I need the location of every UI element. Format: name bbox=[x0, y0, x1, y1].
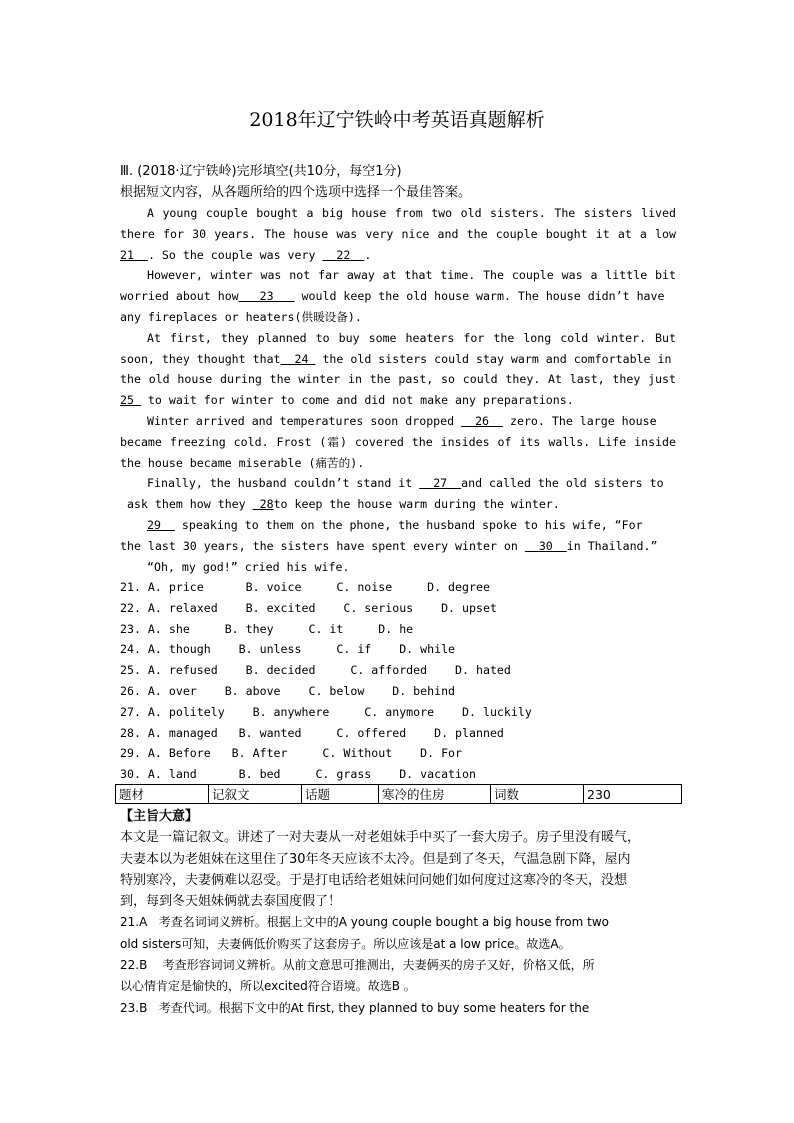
passage-line: At first, they planned to buy some heaters for the long cold winter. But bbox=[147, 330, 676, 345]
answer-22-line: 22.B 考查形容词词义辨析。从前文意思可推测出，夫妻俩买的房子又好，价格又低，所 bbox=[120, 958, 595, 973]
passage-line: there for 30 years. The house was very nice and the couple bought it at a low bbox=[120, 226, 676, 241]
passage-line: “Oh, my god!” cried his wife. bbox=[147, 559, 350, 574]
summary-line: 特别寒冷，夫妻俩难以忍受。于是打电话给老姐妹问问她们如何度过这寒冷的冬天，没想 bbox=[120, 872, 628, 888]
table-row bbox=[116, 785, 682, 804]
option-row-22: 22. A. relaxed B. excited C. serious D. upset bbox=[120, 601, 497, 615]
passage-line: 21 . So the couple was very 22 . bbox=[120, 247, 372, 262]
blank-30[interactable]: 30 bbox=[538, 538, 553, 553]
summary-line: 夫妻本以为老姐妹在这里住了30年冬天应该不太冷。但是到了冬天，气温急剧下降，屋内 bbox=[120, 851, 631, 867]
blank-28[interactable]: 28 bbox=[259, 497, 274, 512]
passage-line: 25 to wait for winter to come and did not make any preparations. bbox=[120, 393, 574, 408]
blank-25[interactable]: 25 bbox=[120, 393, 134, 408]
summary-line: 到，每到冬天姐妹俩就去泰国度假了！ bbox=[120, 894, 342, 910]
answer-22-line: 以心情肯定是愉快的，所以excited符合语境。故选B 。 bbox=[120, 979, 416, 994]
page-title: 2018年辽宁铁岭中考英语真题解析 bbox=[249, 109, 545, 131]
instruction-text: 根据短文内容，从各题所给的四个选项中选择一个最佳答案。 bbox=[120, 185, 472, 200]
option-row-28: 28. A. managed B. wanted C. offered D. planned bbox=[120, 726, 504, 740]
analysis-heading: 【主旨大意】 bbox=[120, 809, 199, 824]
passage-line: worried about how 23 would keep the old house warm. The house didn’t have bbox=[120, 289, 665, 304]
label-words: 词数 bbox=[491, 785, 584, 804]
passage-line: Finally, the husband couldn’t stand it 27 and called the old sisters to bbox=[147, 476, 664, 491]
passage-line: However, winter was not far away at that time. The couple was a little bit bbox=[147, 268, 676, 283]
value-material: 记叙文 bbox=[209, 785, 302, 804]
option-row-29: 29. A. Before B. After C. Without D. For bbox=[120, 746, 463, 760]
label-topic: 话题 bbox=[302, 785, 379, 804]
option-row-30: 30. A. land B. bed C. grass D. vacation bbox=[120, 767, 476, 781]
summary-line: 本文是一篇记叙文。讲述了一对夫妻从一对老姐妹手中买了一套大房子。房子里没有暖气， bbox=[120, 830, 641, 846]
passage-line: 29 speaking to them on the phone, the husband spoke to his wife, “For bbox=[147, 517, 643, 532]
option-row-27: 27. A. politely B. anywhere C. anymore D. luckily bbox=[120, 705, 532, 719]
value-topic: 寒冷的住房 bbox=[379, 785, 491, 804]
option-row-25: 25. A. refused B. decided C. afforded D. hated bbox=[120, 663, 511, 677]
analysis-section bbox=[120, 806, 676, 1019]
blank-24[interactable]: 24 bbox=[294, 351, 309, 366]
passage-line: the house became miserable (痛苦的). bbox=[120, 455, 365, 470]
option-row-24: 24. A. though B. unless C. if D. while bbox=[120, 642, 456, 656]
passage-line: became freezing cold. Frost (霜) covered the insides of its walls. Life inside bbox=[120, 434, 676, 449]
blank-21[interactable]: 21 bbox=[120, 247, 134, 262]
value-words: 230 bbox=[584, 785, 682, 804]
answer-21-line: 21.A 考查名词词义辨析。根据上文中的A young couple bought a big house from two bbox=[120, 915, 610, 930]
option-row-26: 26. A. over B. above C. below D. behind bbox=[120, 684, 456, 698]
passage-line: A young couple bought a big house from two old sisters. The sisters lived bbox=[147, 206, 676, 220]
passage-line: ask them how they 28to keep the house warm during the winter. bbox=[120, 497, 560, 512]
blank-29[interactable]: 29 bbox=[147, 517, 161, 532]
section-header: Ⅲ. (2018·辽宁铁岭)完形填空(共10分，每空1分) bbox=[120, 164, 402, 179]
passage-line: the last 30 years, the sisters have spent every winter on 30 in Thailand.” bbox=[120, 538, 658, 553]
blank-22[interactable]: 22 bbox=[336, 247, 351, 262]
passage-line: soon, they thought that 24 the old sisters could stay warm and comfortable in bbox=[120, 351, 672, 366]
answer-23-line: 23.B 考查代词。根据下文中的At first, they planned to buy some heaters for the bbox=[120, 1000, 590, 1015]
blank-26[interactable]: 26 bbox=[475, 413, 490, 428]
passage-line: any fireplaces or heaters(供暖设备). bbox=[120, 309, 362, 324]
option-row-23: 23. A. she B. they C. it D. he bbox=[120, 622, 414, 636]
answer-21-line: old sisters可知，夫妻俩低价购买了这套房子。所以应该是at a low price。故选A。 bbox=[120, 936, 571, 951]
info-table bbox=[115, 784, 682, 804]
blank-23[interactable]: 23 bbox=[259, 289, 274, 304]
passage-line: the old house during the winter in the past, so could they. At last, they just bbox=[120, 372, 676, 387]
cloze-passage bbox=[120, 203, 676, 577]
option-row-21: 21. A. price B. voice C. noise D. degree bbox=[120, 580, 490, 594]
blank-27[interactable]: 27 bbox=[433, 476, 448, 491]
label-material: 题材 bbox=[116, 785, 209, 804]
passage-line: Winter arrived and temperatures soon dropped 26 zero. The large house bbox=[147, 413, 657, 428]
